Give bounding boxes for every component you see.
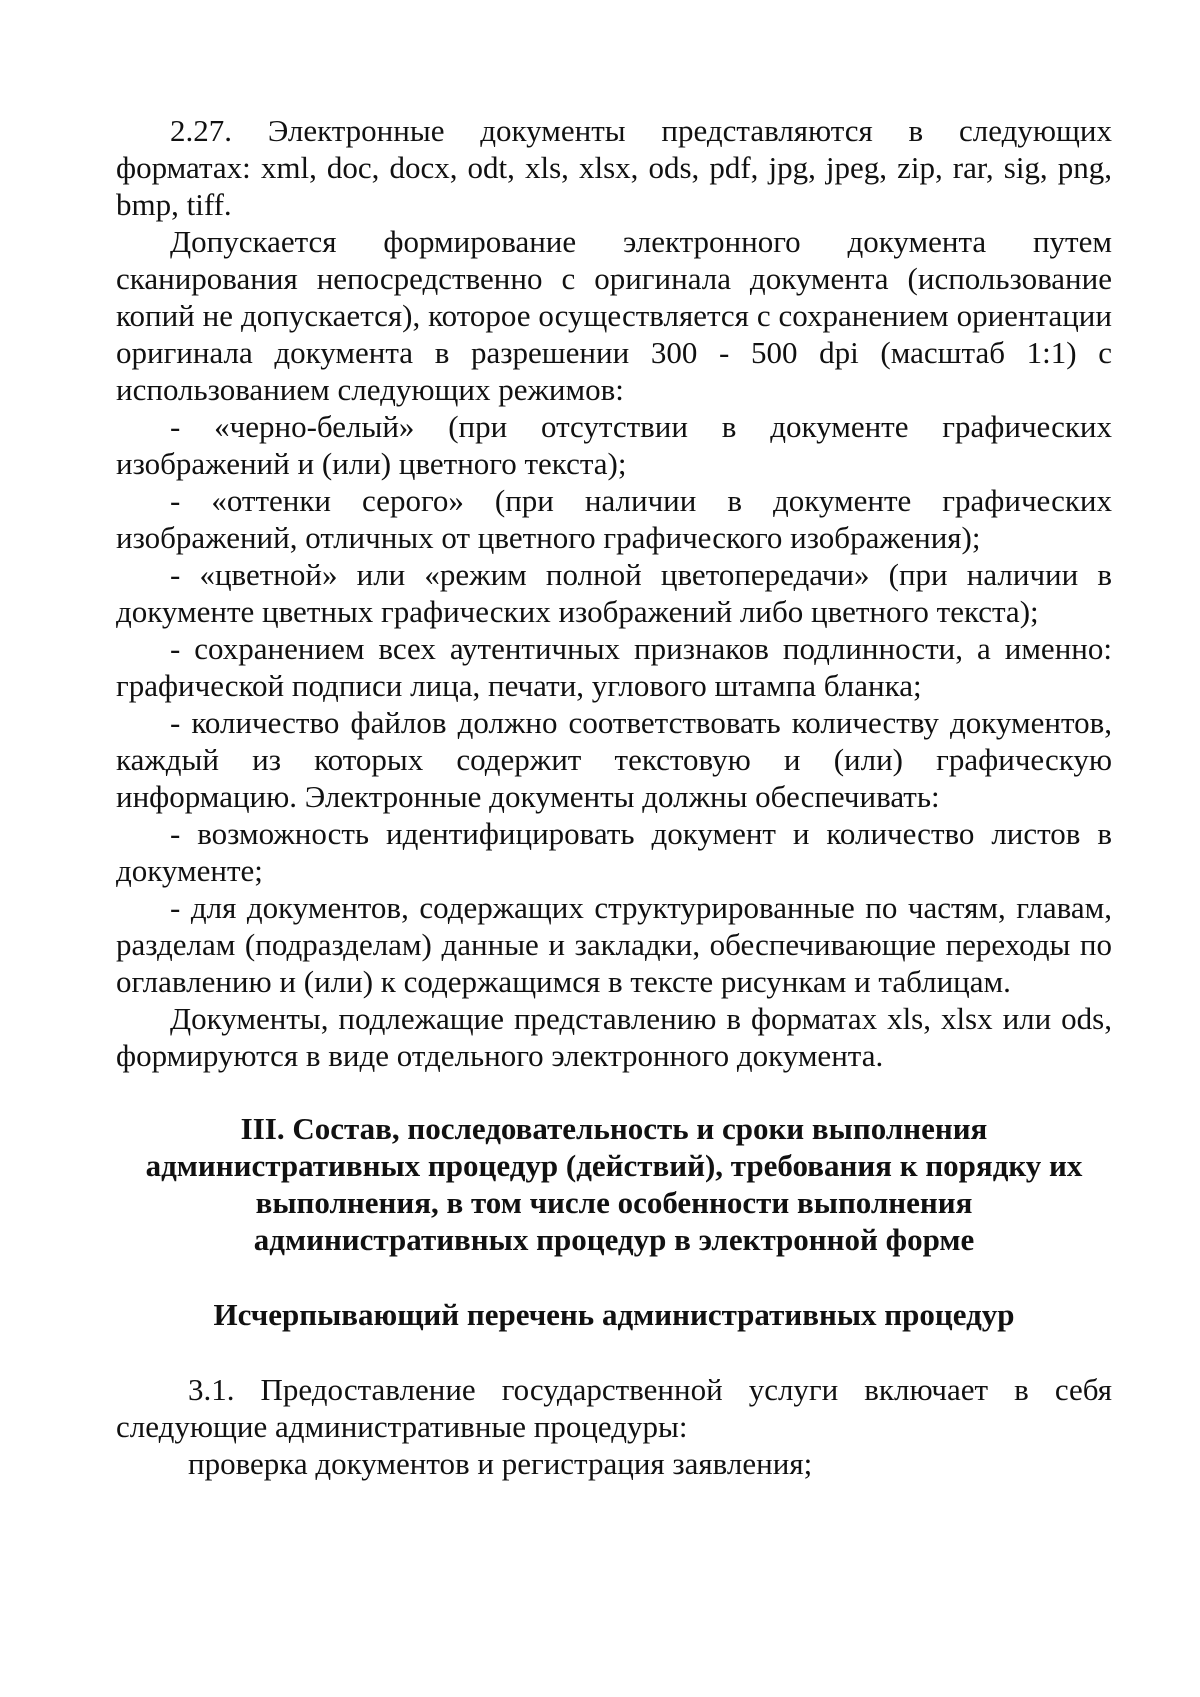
list-item-structured: - для документов, содержащих структурированные по частям, главам, разделам (подразделам) данные и закладки, обеспечивающие переходы по оглавлению и (или) к содержащимся в тексте рисункам и таблицам. bbox=[116, 890, 1112, 999]
section-subheading: Исчерпывающий перечень административных процедур bbox=[213, 1297, 1015, 1332]
paragraph-scanning: Допускается формирование электронного документа путем сканирования непосредственно с оригинала документа (использование копий не допускается), которое осуществляется с сохранением ориентации оригинала документа в разрешении 300 - 500 dpi (масштаб 1:1) с использованием следующих режимов: bbox=[116, 224, 1112, 407]
list-item-file-count: - количество файлов должно соответствовать количеству документов, каждый из которых содержит текстовую и (или) графическую информацию. Электронные документы должны обеспечивать: bbox=[116, 705, 1112, 814]
list-item-black-white: - «черно-белый» (при отсутствии в документе графических изображений и (или) цветного текста); bbox=[116, 409, 1112, 481]
list-item-color: - «цветной» или «режим полной цветопередачи» (при наличии в документе цветных графических изображений либо цветного текста); bbox=[116, 557, 1112, 629]
section-heading: III. Состав, последовательность и сроки выполнения административных процедур (действий), требования к порядку их выполнения, в том числе особенности выполнения административных процедур в электронной форме bbox=[145, 1111, 1083, 1257]
procedure-item: проверка документов и регистрация заявления; bbox=[188, 1446, 813, 1481]
list-item-authentic-signs: - сохранением всех аутентичных признаков подлинности, а именно: графической подписи лица, печати, углового штампа бланка; bbox=[116, 631, 1112, 703]
paragraph-3-1: 3.1. Предоставление государственной услуги включает в себя следующие административные процедуры: bbox=[116, 1372, 1112, 1444]
list-item-grayscale: - «оттенки серого» (при наличии в документе графических изображений, отличных от цветного графического изображения); bbox=[116, 483, 1112, 555]
list-item-identify: - возможность идентифицировать документ и количество листов в документе; bbox=[116, 816, 1112, 888]
paragraph-2-27: 2.27. Электронные документы представляются в следующих форматах: xml, doc, docx, odt, xls, xlsx, ods, pdf, jpg, jpeg, zip, rar, sig, png, bmp, tiff. bbox=[116, 113, 1112, 222]
paragraph-spreadsheets: Документы, подлежащие представлению в форматах xls, xlsx или ods, формируются в виде отдельного электронного документа. bbox=[116, 1001, 1112, 1073]
